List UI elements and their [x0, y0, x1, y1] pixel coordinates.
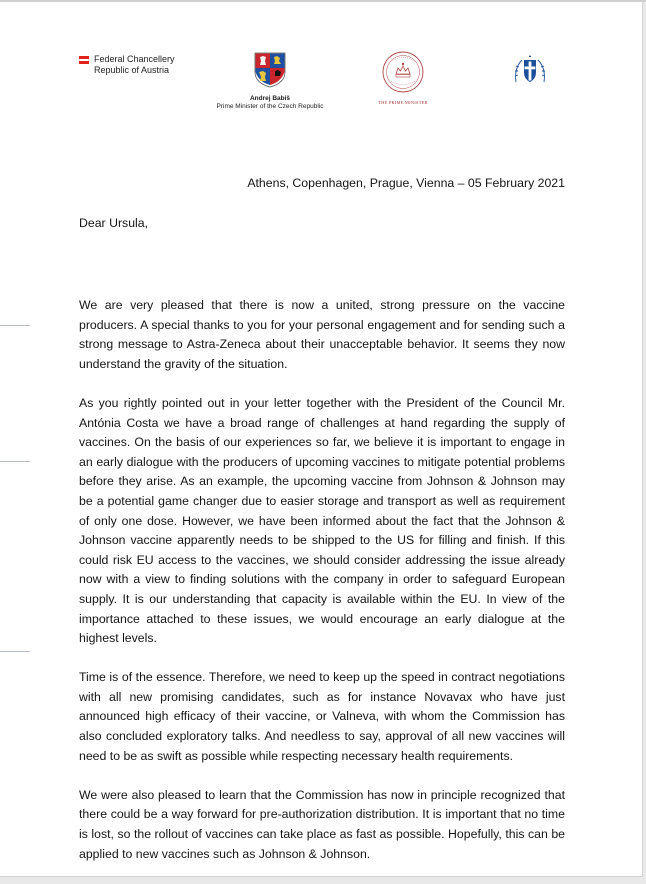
denmark-seal-caption: THE PRIME MINISTER: [378, 100, 428, 105]
letter-paragraph: As you rightly pointed out in your letter together with the President of the Council Mr. Antónia Costa we have a broad range of challenges at hand regarding the supply of vaccines. On the basis of our experiences so far, we believe it is important to engage in an early dialogue with the producers of upcoming vaccines to mitigate potential problems before they arise. As an example, the upcoming vaccine from Johnson & Johnson may be a potential game changer due to easier storage and transport as well as requirement of only one dose. However, we have been informed about the fact that the Johnson & Johnson vaccine apparently needs to be shipped to the US for filling and finish. If this could risk EU access to the vaccines, we should consider addressing the issue already now with a view to finding solutions with the company in order to safeguard European supply. It is our understanding that capacity is available within the EU. In view of the importance attached to these issues, we would encourage an early dialogue at the highest levels.: [79, 395, 565, 646]
page-top-edge: [0, 0, 646, 2]
letter-dateline: Athens, Copenhagen, Prague, Vienna – 05 February 2021: [247, 176, 565, 190]
letter-paragraph: We were also pleased to learn that the Commission has now in principle recognized that there could be a way forward for pre-authorization distribution. It is important that no time is lost, so the rollout of vaccines can take place as fast as possible. Hopefully, this can be applied to new vaccines such as Johnson & Johnson.: [79, 787, 565, 861]
greek-coat-of-arms-icon: [512, 52, 548, 88]
czech-signatory-title: Prime Minister of the Czech Republic: [216, 103, 324, 110]
margin-mark: [0, 461, 30, 462]
austria-line-2: Republic of Austria: [94, 65, 170, 75]
czech-coat-of-arms-icon: [254, 52, 286, 88]
margin-mark: [0, 651, 30, 652]
austria-letterhead: [79, 54, 175, 76]
letter-salutation: Dear Ursula,: [79, 216, 149, 230]
austria-letterhead-text: [94, 54, 175, 76]
danish-prime-minister-seal-icon: [381, 50, 425, 94]
letter-body: [79, 296, 565, 884]
letter-paragraph: Time is of the essence. Therefore, we need to keep up the speed in contract negotiations with all new promising candidates, such as for instance Novavax who have just announced high efficacy of their vaccine, or Valneva, with whom the Commission has also concluded exploratory talks. And needless to say, approval of all new vaccines will need to be as swift as possible while respecting necessary health requirements.: [79, 670, 565, 763]
austria-flag-icon: [79, 56, 89, 64]
denmark-letterhead: [368, 50, 438, 105]
austria-line-1: Federal Chancellery: [94, 54, 175, 64]
margin-mark: [0, 325, 30, 326]
czech-letterhead: [205, 52, 335, 111]
letter-paragraph: We are very pleased that there is now a united, strong pressure on the vaccine producers. A special thanks to you for your personal engagement and for sending such a strong message to Astra-Zeneca about their unacceptable behavior. It seems they now understand the gravity of the situation.: [79, 298, 565, 371]
czech-signatory-name: Andrej Babiš: [249, 95, 291, 102]
